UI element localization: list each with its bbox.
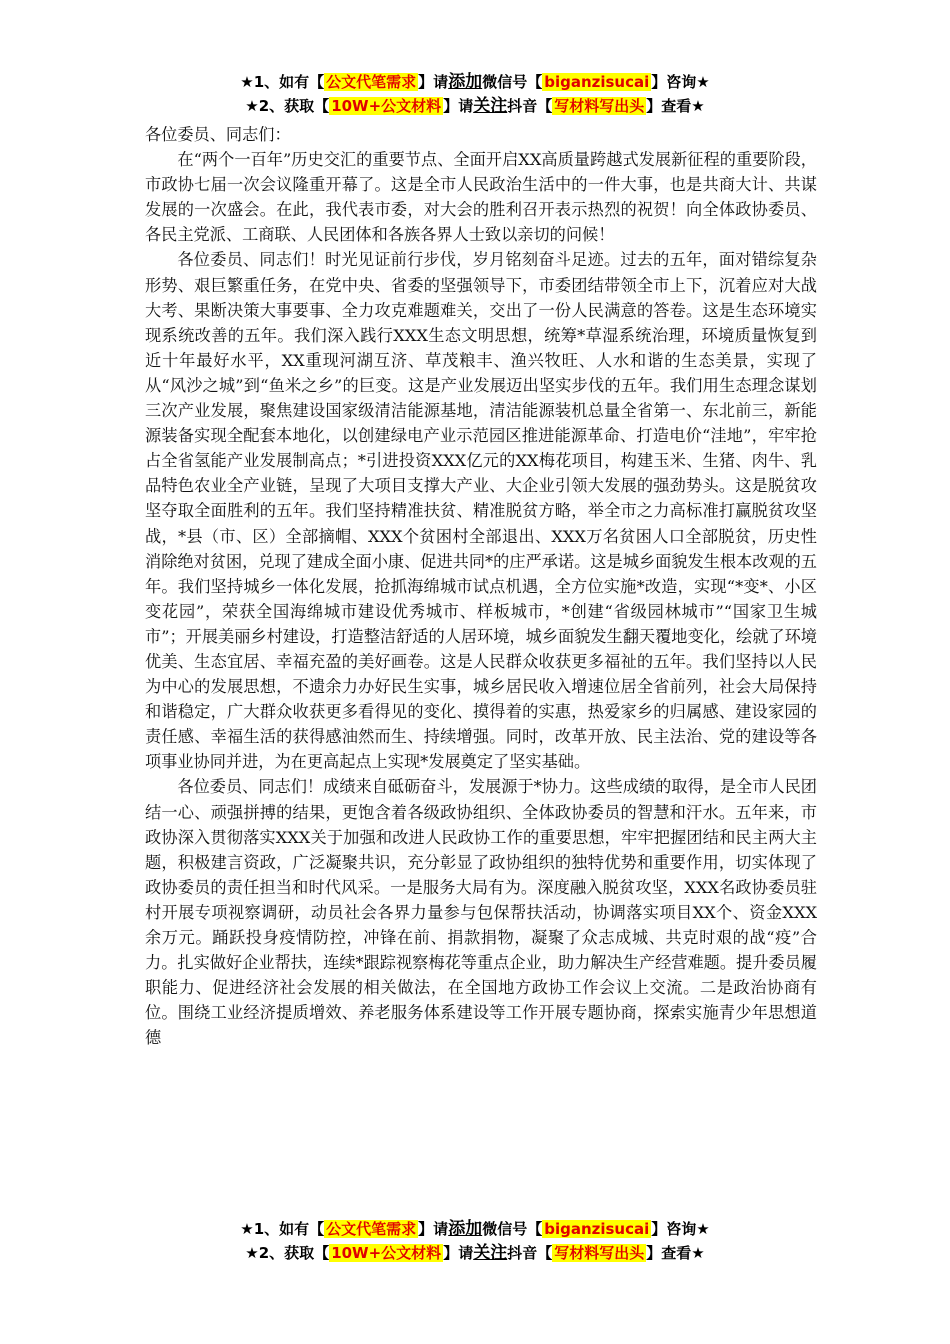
promo-text: 】查看★ (646, 1244, 705, 1262)
document-body (145, 122, 817, 1050)
promo-emphasis: 关注 (473, 96, 508, 116)
promo-text: 】请 (418, 1220, 449, 1238)
promo-text: 抖音【 (507, 1244, 553, 1262)
promo-highlight: 公文代笔需求 (326, 73, 417, 91)
promo-text: 抖音【 (507, 97, 553, 115)
promo-emphasis: 关注 (473, 1243, 508, 1263)
wechat-id-highlight: biganzisucai (544, 1220, 650, 1238)
promo-line-2 (0, 1241, 950, 1265)
promo-text: ★1、如有【 (240, 1220, 325, 1238)
salutation: 各位委员、同志们： (145, 125, 291, 144)
promo-text: 】咨询★ (651, 73, 710, 91)
douyin-account-highlight: 写材料写出头 (554, 97, 645, 115)
promo-text: 微信号【 (482, 73, 543, 91)
paragraph: 各位委员、同志们！时光见证前行步伐，岁月铭刻奋斗足迹。过去的五年，面对错综复杂形势、艰巨繁重任务，在党中央、省委的坚强领导下，市委团结带领全市上下，沉着应对大战大考、果断决策大事要事、全力攻克难题难关，交出了一份人民满意的答卷。这是生态环境实现系统改善的五年。我们深入践行XXX生态文明思想，统筹*草湿系统治理，环境质量恢复到近十年最好水平，XX重现河湖互济、草茂粮丰、渔兴牧旺、人水和谐的生态美景，实现了从“风沙之城”到“鱼米之乡”的巨变。这是产业发展迈出坚实步伐的五年。我们用生态理念谋划三次产业发展，聚焦建设国家级清洁能源基地，清洁能源装机总量全省第一、东北前三，新能源装备实现全配套本地化，以创建绿电产业示范园区推进能源革命、打造电价“洼地”，牢牢抢占全省氢能产业发展制高点；*引进投资XXX亿元的XX梅花项目，构建玉米、生猪、肉牛、乳品特色农业全产业链，呈现了大项目支撑大产业、大企业引领大发展的强劲势头。这是脱贫攻坚夺取全面胜利的五年。我们坚持精准扶贫、精准脱贫方略，举全市之力高标准打赢脱贫攻坚战，*县（市、区）全部摘帽、XXX个贫困村全部退出、XXX万名贫困人口全部脱贫，历史性消除绝对贫困，兑现了建成全面小康、促进共同*的庄严承诺。这是城乡面貌发生根本改观的五年。我们坚持城乡一体化发展，抢抓海绵城市试点机遇，全方位实施*改造，实现“*变*、小区变花园”，荣获全国海绵城市建设优秀城市、样板城市，*创建“省级园林城市”“国家卫生城市”；开展美丽乡村建设，打造整洁舒适的人居环境，城乡面貌发生翻天覆地变化，绘就了环境优美、生态宜居、幸福充盈的美好画卷。这是人民群众收获更多福祉的五年。我们坚持以人民为中心的发展思想，不遗余力办好民生实事，城乡居民收入增速位居全省前列，社会大局保持和谐稳定，广大群众收获更多看得见的变化、摸得着的实惠，热爱家乡的归属感、建设家园的责任感、幸福生活的获得感油然而生、持续增强。同时，改革开放、民主法治、党的建设等各项事业协同并进，为在更高起点上实现*发展奠定了坚实基础。 (145, 250, 817, 772)
promo-line-1 (0, 1217, 950, 1241)
promo-text: 】请 (443, 97, 474, 115)
promo-text: ★1、如有【 (240, 73, 325, 91)
promo-highlight: 10W+公文材料 (331, 1244, 442, 1262)
paragraph: 在“两个一百年”历史交汇的重要节点、全面开启XX高质量跨越式发展新征程的重要阶段，市政协七届一次会议隆重开幕了。这是全市人民政治生活中的一件大事，也是共商大计、共谋发展的一次盛会。在此，我代表市委，对大会的胜利召开表示热烈的祝贺！向全体政协委员、各民主党派、工商联、人民团体和各族各界人士致以亲切的问候！ (145, 150, 817, 245)
promo-text: 】请 (418, 73, 449, 91)
promo-text: 】请 (443, 1244, 474, 1262)
promo-emphasis: 添加 (448, 72, 483, 92)
promo-text: 】咨询★ (651, 1220, 710, 1238)
promo-highlight: 公文代笔需求 (326, 1220, 417, 1238)
promo-highlight: 10W+公文材料 (331, 97, 442, 115)
promo-banner-bottom (0, 1217, 950, 1265)
wechat-id-highlight: biganzisucai (544, 73, 650, 91)
promo-line-1 (0, 70, 950, 94)
promo-banner-top (0, 70, 950, 118)
promo-line-2 (0, 94, 950, 118)
promo-text: ★2、获取【 (245, 97, 330, 115)
paragraph: 各位委员、同志们！成绩来自砥砺奋斗，发展源于*协力。这些成绩的取得，是全市人民团结一心、顽强拼搏的结果，更饱含着各级政协组织、全体政协委员的智慧和汗水。五年来，市政协深入贯彻落实XXX关于加强和改进人民政协工作的重要思想，牢牢把握团结和民主两大主题，积极建言资政，广泛凝聚共识，充分彰显了政协组织的独特优势和重要作用，切实体现了政协委员的责任担当和时代风采。一是服务大局有为。深度融入脱贫攻坚，XXX名政协委员驻村开展专项视察调研，动员社会各界力量参与包保帮扶活动，协调落实项目XX个、资金XXX余万元。踊跃投身疫情防控，冲锋在前、捐款捐物，凝聚了众志成城、共克时艰的战“疫”合力。扎实做好企业帮扶，连续*跟踪视察梅花等重点企业，助力解决生产经营难题。提升委员履职能力、促进经济社会发展的相关做法，在全国地方政协工作会议上交流。二是政治协商有位。围绕工业经济提质增效、养老服务体系建设等工作开展专题协商，探索实施青少年思想道德 (145, 777, 817, 1048)
promo-text: 微信号【 (482, 1220, 543, 1238)
promo-text: ★2、获取【 (245, 1244, 330, 1262)
promo-emphasis: 添加 (448, 1219, 483, 1239)
douyin-account-highlight: 写材料写出头 (554, 1244, 645, 1262)
promo-text: 】查看★ (646, 97, 705, 115)
